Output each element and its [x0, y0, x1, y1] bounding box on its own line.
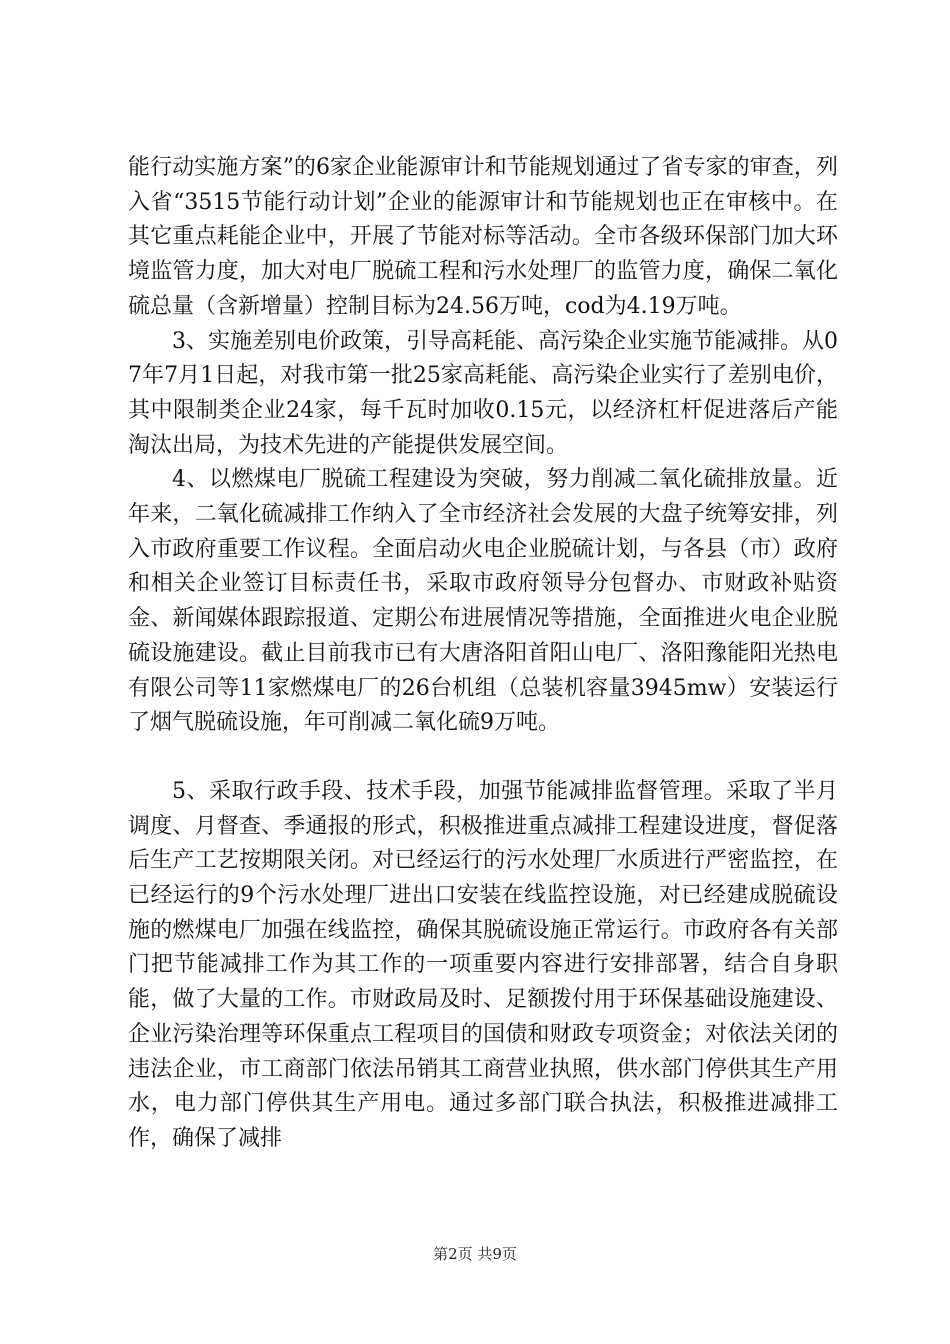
paragraph-item-5: 5、采取行政手段、技术手段，加强节能减排监督管理。采取了半月调度、月督查、季通报的形式，积极推进重点减排工程建设进度，督促落后生产工艺按期限关闭。对已经运行的污水处理厂水质进行严密监控，在已经运行的9个污水处理厂进出口安装在线监控设施，对已经建成脱硫设施的燃煤电厂加强在线监控，确保其脱硫设施正常运行。市政府各有关部门把节能减排工作为其工作的一项重要内容进行安排部署，结合自身职能，做了大量的工作。市财政局及时、足额拨付用于环保基础设施建设、企业污染治理等环保重点工程项目的国债和财政专项资金；对依法关闭的违法企业，市工商部门依法吊销其工商营业执照，供水部门停供其生产用水，电力部门停供其生产用电。通过多部门联合执法，积极推进减排工作，确保了减排 [128, 778, 838, 1151]
paragraph-item-4: 4、以燃煤电厂脱硫工程建设为突破，努力削减二氧化硫排放量。近年来，二氧化硫减排工作纳入了全市经济社会发展的大盘子统筹安排，列入市政府重要工作议程。全面启动火电企业脱硫计划，与各县（市）政府和相关企业签订目标责任书，采取市政府领导分包督办、市财政补贴资金、新闻媒体跟踪报道、定期公布进展情况等措施，全面推进火电企业脱硫设施建设。截止目前我市已有大唐洛阳首阳山电厂、洛阳豫能阳光热电有限公司等11家燃煤电厂的26台机组（总装机容量3945mw）安装运行了烟气脱硫设施，年可削减二氧化硫9万吨。 [128, 467, 838, 736]
document-body [128, 151, 838, 1157]
page-footer: 第2页 共9页 [433, 1245, 517, 1263]
paragraph-continuation: 能行动实施方案”的6家企业能源审计和节能规划通过了省专家的审查，列入省“3515节能行动计划”企业的能源审计和节能规划也正在审核中。在其它重点耗能企业中，开展了节能对标等活动。全市各级环保部门加大环境监管力度，加大对电厂脱硫工程和污水处理厂的监管力度，确保二氧化硫总量（含新增量）控制目标为24.56万吨，cod为4.19万吨。 [128, 155, 838, 319]
paragraph-item-3: 3、实施差别电价政策，引导高耗能、高污染企业实施节能减排。从07年7月1日起，对我市第一批25家高耗能、高污染企业实行了差别电价，其中限制类企业24家，每千瓦时加收0.15元，以经济杠杆促进落后产能淘汰出局，为技术先进的产能提供发展空间。 [128, 328, 838, 458]
